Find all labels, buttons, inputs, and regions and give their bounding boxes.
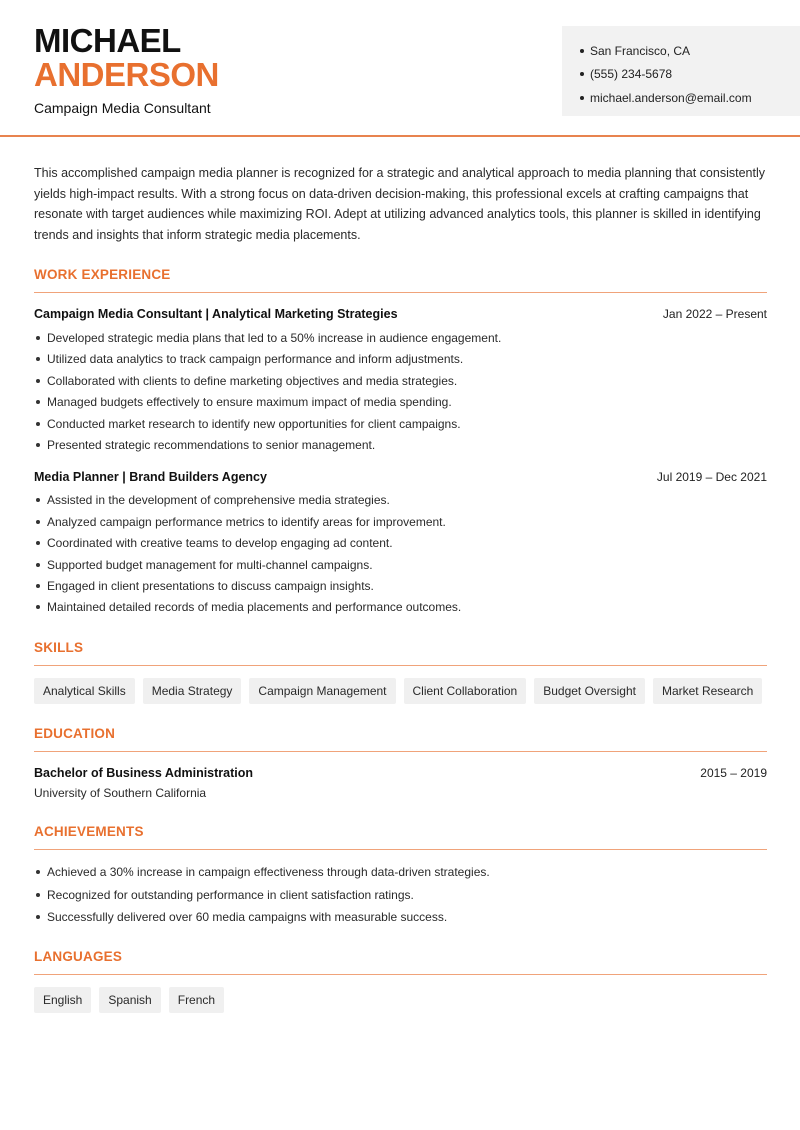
list-item [34,884,767,907]
job-bullets [34,490,767,618]
degree: Bachelor of Business Administration [34,766,254,781]
bullet-text: Utilized data analytics to track campaign performance and inform adjustments. [47,352,464,367]
bullet-icon [36,870,40,874]
bullet-icon [36,605,40,609]
list-item [34,554,767,575]
education-header [34,766,767,780]
language-tag: French [169,987,224,1013]
bullet-text: Developed strategic media plans that led to a 50% increase in audience engagement. [47,331,502,346]
bullet-text: Assisted in the development of comprehensive media strategies. [47,493,390,508]
skill-tag: Market Research [653,678,762,704]
resume-header [0,0,800,137]
skills-tags [34,678,767,704]
bullet-icon [36,520,40,524]
bullet-icon [36,563,40,567]
language-tag: Spanish [99,987,160,1013]
job-dates: Jan 2022 – Present [662,307,767,322]
list-item [34,392,767,413]
phone-text: (555) 234-5678 [590,67,673,82]
bullet-icon [36,915,40,919]
list-item [34,597,767,618]
bullet-text: Engaged in client presentations to discuss campaign insights. [47,578,374,593]
section-title-languages: LANGUAGES [34,949,767,975]
list-item [34,327,767,348]
job-entry [34,307,767,455]
list-item [34,349,767,370]
language-tags [34,987,767,1013]
resume-body [34,163,767,1013]
bullet-text: Coordinated with creative teams to develop engaging ad content. [47,536,393,551]
education-entry [34,766,767,800]
job-role: Media Planner | Brand Builders Agency [34,469,267,484]
list-item [34,906,767,929]
bullet-text: Analyzed campaign performance metrics to identify areas for improvement. [47,514,446,529]
section-title-education: EDUCATION [34,726,767,752]
section-title-work: WORK EXPERIENCE [34,267,767,293]
summary-paragraph: This accomplished campaign media planner is recognized for a strategic and analytical approach to media planning that consistently yields high-impact results. With a strong focus on data-driven decision-making, this professional excels at crafting campaigns that resonate with target audiences while maximizing ROI. Adept at utilizing advanced analytics tools, this planner is skilled in identifying trends and insights that inform strategic media placements. [34,166,765,242]
contact-email [580,86,800,110]
job-header [34,470,767,484]
achievements-section [34,824,767,929]
list-item [34,861,767,884]
bullet-text: Achieved a 30% increase in campaign effectiveness through data-driven strategies. [47,865,490,880]
language-tag: English [34,987,91,1013]
contact-phone [580,63,800,87]
job-header [34,307,767,321]
bullet-icon [36,336,40,340]
section-title-achievements: ACHIEVEMENTS [34,824,767,850]
bullet-icon [36,443,40,447]
last-name: ANDERSON [34,56,219,93]
first-name: MICHAEL [34,22,181,59]
list-item [34,533,767,554]
bullet-icon [36,541,40,545]
bullet-icon [580,96,584,100]
education-dates: 2015 – 2019 [700,766,767,781]
skill-tag: Campaign Management [249,678,395,704]
bullet-text: Supported budget management for multi-channel campaigns. [47,557,373,572]
email-text: michael.anderson@email.com [590,90,752,105]
list-item [34,434,767,455]
bullet-icon [36,422,40,426]
skill-tag: Analytical Skills [34,678,135,704]
bullet-text: Managed budgets effectively to ensure maximum impact of media spending. [47,395,452,410]
job-title: Campaign Media Consultant [34,100,211,116]
bullet-icon [36,379,40,383]
bullet-text: Maintained detailed records of media placements and performance outcomes. [47,600,462,615]
bullet-icon [36,584,40,588]
list-item [34,575,767,596]
bullet-icon [580,49,584,53]
section-title-skills: SKILLS [34,640,767,666]
achievement-bullets [34,861,767,929]
school: University of Southern California [34,786,207,801]
bullet-text: Successfully delivered over 60 media campaigns with measurable success. [47,910,448,925]
skills-section [34,640,767,704]
bullet-icon [36,400,40,404]
job-role: Campaign Media Consultant | Analytical Marketing Strategies [34,307,398,322]
bullet-icon [36,893,40,897]
list-item [34,413,767,434]
bullet-text: Recognized for outstanding performance in client satisfaction ratings. [47,887,414,902]
skill-tag: Budget Oversight [534,678,645,704]
location-text: San Francisco, CA [590,43,691,58]
bullet-icon [36,357,40,361]
education-section [34,726,767,800]
skill-tag: Media Strategy [143,678,242,704]
job-bullets [34,327,767,455]
job-dates: Jul 2019 – Dec 2021 [656,469,767,484]
work-section [34,267,767,618]
contact-box [562,26,800,116]
bullet-icon [580,72,584,76]
contact-location [580,39,800,63]
job-entry [34,470,767,618]
languages-section [34,949,767,1013]
list-item [34,490,767,511]
skill-tag: Client Collaboration [404,678,527,704]
list-item [34,370,767,391]
bullet-text: Conducted market research to identify new opportunities for client campaigns. [47,416,461,431]
bullet-text: Collaborated with clients to define marketing objectives and media strategies. [47,373,458,388]
list-item [34,511,767,532]
bullet-icon [36,498,40,502]
bullet-text: Presented strategic recommendations to senior management. [47,438,376,453]
